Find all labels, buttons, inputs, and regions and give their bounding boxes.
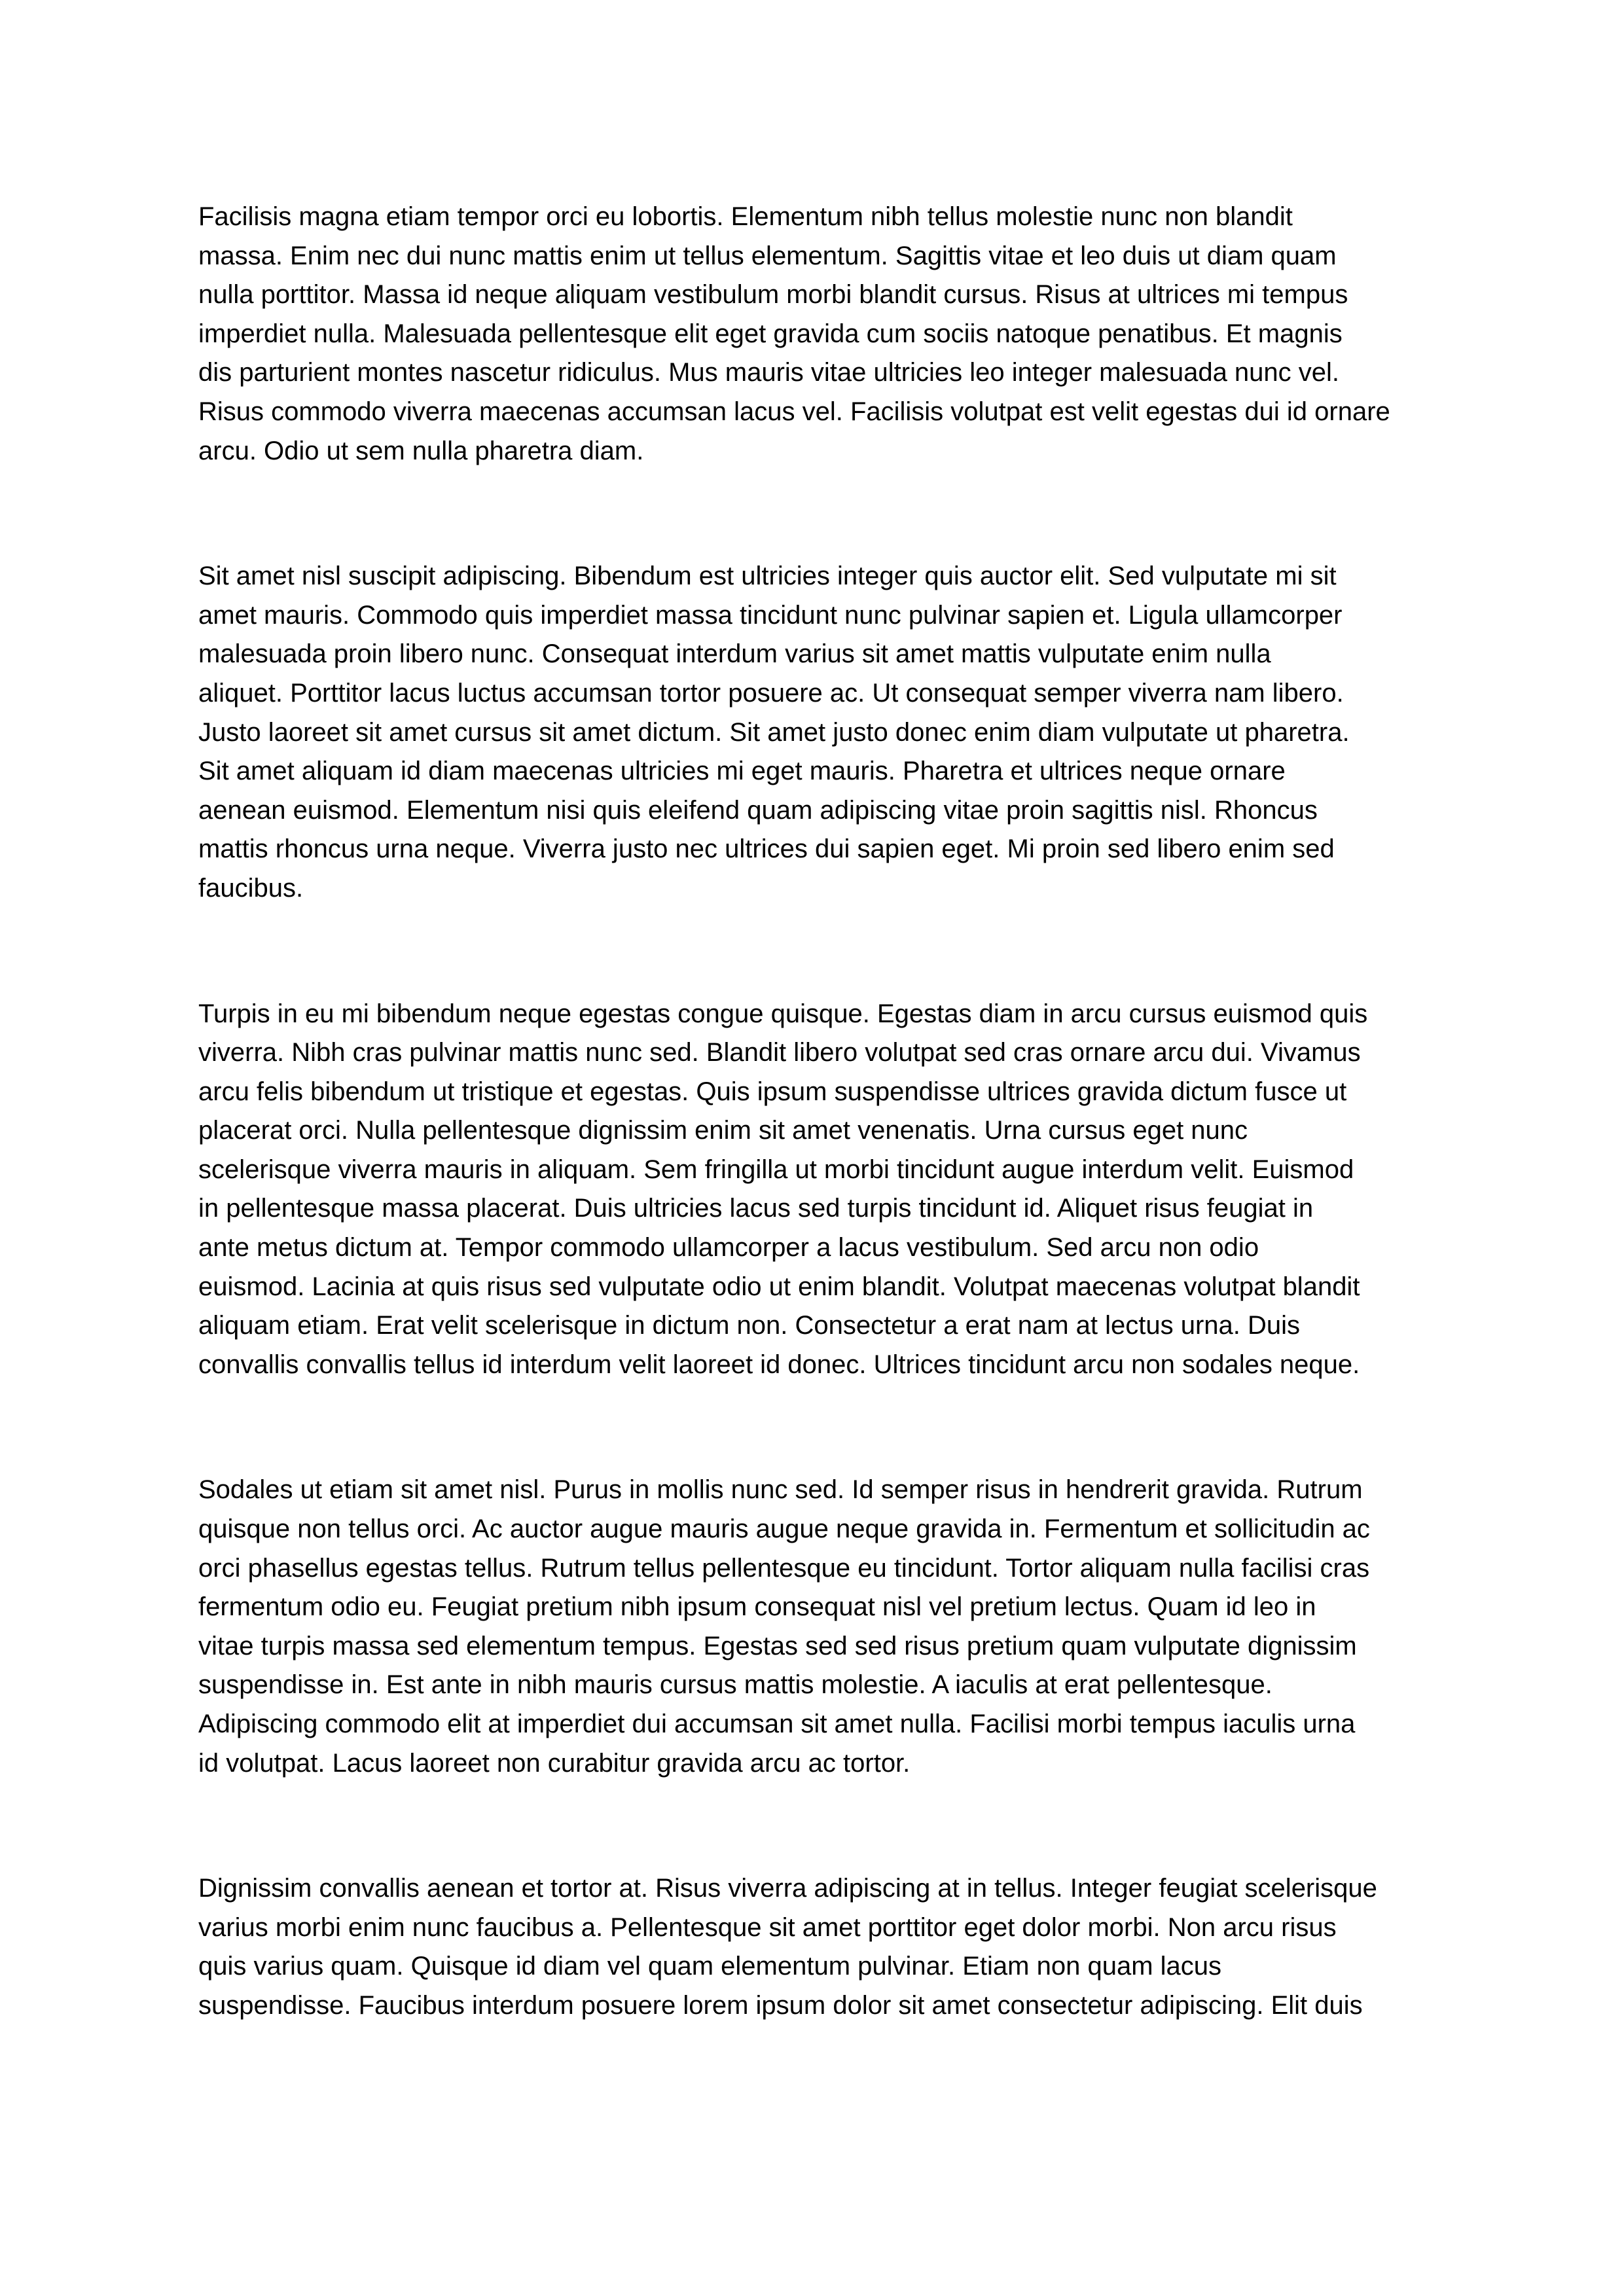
text-line: Facilisis magna etiam tempor orci eu lobortis. Elementum nibh tellus molestie nunc non blandit xyxy=(198,202,1293,231)
paragraph-3 xyxy=(198,995,1434,1385)
paragraph-1 xyxy=(198,198,1434,471)
text-line: vitae turpis massa sed elementum tempus. Egestas sed sed risus pretium quam vulputate dignissim xyxy=(198,1631,1357,1660)
text-line: nulla porttitor. Massa id neque aliquam vestibulum morbi blandit cursus. Risus at ultrices mi tempus xyxy=(198,280,1348,310)
text-line: aenean euismod. Elementum nisi quis eleifend quam adipiscing vitae proin sagittis nisl. Rhoncus xyxy=(198,795,1318,825)
text-line: malesuada proin libero nunc. Consequat interdum varius sit amet mattis vulputate enim nulla xyxy=(198,639,1271,669)
text-line: Justo laoreet sit amet cursus sit amet dictum. Sit amet justo donec enim diam vulputate ut pharetra. xyxy=(198,717,1350,747)
text-line: massa. Enim nec dui nunc mattis enim ut tellus elementum. Sagittis vitae et leo duis ut diam quam xyxy=(198,241,1337,270)
text-line: Risus commodo viverra maecenas accumsan lacus vel. Facilisis volutpat est velit egestas dui id ornare xyxy=(198,397,1390,426)
text-line: dis parturient montes nascetur ridiculus. Mus mauris vitae ultricies leo integer malesuada nunc vel. xyxy=(198,358,1340,387)
text-line: euismod. Lacinia at quis risus sed vulputate odio ut enim blandit. Volutpat maecenas volutpat blandit xyxy=(198,1272,1360,1301)
text-line: Turpis in eu mi bibendum neque egestas congue quisque. Egestas diam in arcu cursus euismod quis xyxy=(198,999,1368,1028)
text-line: convallis convallis tellus id interdum velit laoreet id donec. Ultrices tincidunt arcu non sodales neque. xyxy=(198,1350,1360,1379)
paragraph-4 xyxy=(198,1471,1434,1783)
text-line: aliquam etiam. Erat velit scelerisque in dictum non. Consectetur a erat nam at lectus urna. Duis xyxy=(198,1311,1301,1340)
text-line: Sit amet aliquam id diam maecenas ultricies mi eget mauris. Pharetra et ultrices neque ornare xyxy=(198,757,1286,786)
text-line: in pellentesque massa placerat. Duis ultricies lacus sed turpis tincidunt id. Aliquet risus feugiat in xyxy=(198,1194,1314,1223)
text-line: imperdiet nulla. Malesuada pellentesque elit eget gravida cum sociis natoque penatibus. Et magnis xyxy=(198,319,1343,348)
text-line: Sit amet nisl suscipit adipiscing. Bibendum est ultricies integer quis auctor elit. Sed vulputate mi sit xyxy=(198,562,1337,591)
paragraph-5 xyxy=(198,1869,1434,2025)
text-line: aliquet. Porttitor lacus luctus accumsan tortor posuere ac. Ut consequat semper viverra nam libero. xyxy=(198,678,1344,708)
text-line: faucibus. xyxy=(198,873,304,903)
text-line: suspendisse. Faucibus interdum posuere lorem ipsum dolor sit amet consectetur adipiscing. Elit duis xyxy=(198,1990,1363,2020)
text-line: quisque non tellus orci. Ac auctor augue mauris augue neque gravida in. Fermentum et sollicitudin ac xyxy=(198,1515,1370,1544)
text-line: viverra. Nibh cras pulvinar mattis nunc sed. Blandit libero volutpat sed cras ornare arcu dui. Vivamus xyxy=(198,1038,1361,1067)
text-line: Adipiscing commodo elit at imperdiet dui accumsan sit amet nulla. Facilisi morbi tempus iaculis urna xyxy=(198,1710,1356,1738)
text-line: arcu. Odio ut sem nulla pharetra diam. xyxy=(198,436,644,465)
text-line: suspendisse in. Est ante in nibh mauris cursus mattis molestie. A iaculis at erat pellentesque. xyxy=(198,1670,1272,1700)
text-line: placerat orci. Nulla pellentesque dignissim enim sit amet venenatis. Urna cursus eget nunc xyxy=(198,1116,1248,1145)
text-line: ante metus dictum at. Tempor commodo ullamcorper a lacus vestibulum. Sed arcu non odio xyxy=(198,1233,1259,1263)
text-line: quis varius quam. Quisque id diam vel quam elementum pulvinar. Etiam non quam lacus xyxy=(198,1952,1222,1981)
paragraph-2 xyxy=(198,557,1434,908)
text-line: fermentum odio eu. Feugiat pretium nibh ipsum consequat nisl vel pretium lectus. Quam id leo in xyxy=(198,1592,1316,1622)
text-line: arcu felis bibendum ut tristique et egestas. Quis ipsum suspendisse ultrices gravida dictum fusce ut xyxy=(198,1077,1347,1106)
text-line: orci phasellus egestas tellus. Rutrum tellus pellentesque eu tincidunt. Tortor aliquam nulla facilisi cras xyxy=(198,1553,1370,1583)
text-line: scelerisque viverra mauris in aliquam. Sem fringilla ut morbi tincidunt augue interdum velit. Euismod xyxy=(198,1155,1354,1184)
text-line: varius morbi enim nunc faucibus a. Pellentesque sit amet porttitor eget dolor morbi. Non arcu risus xyxy=(198,1912,1337,1942)
text-line: amet mauris. Commodo quis imperdiet massa tincidunt nunc pulvinar sapien et. Ligula ullamcorper xyxy=(198,600,1343,630)
text-line: mattis rhoncus urna neque. Viverra justo nec ultrices dui sapien eget. Mi proin sed libero enim sed xyxy=(198,834,1335,864)
document-text-body xyxy=(198,198,1434,2026)
text-line: Dignissim convallis aenean et tortor at. Risus viverra adipiscing at in tellus. Integer feugiat scelerisque xyxy=(198,1874,1377,1903)
text-line: Sodales ut etiam sit amet nisl. Purus in mollis nunc sed. Id semper risus in hendrerit gravida. Rutrum xyxy=(198,1475,1363,1505)
text-line: id volutpat. Lacus laoreet non curabitur gravida arcu ac tortor. xyxy=(198,1748,911,1778)
